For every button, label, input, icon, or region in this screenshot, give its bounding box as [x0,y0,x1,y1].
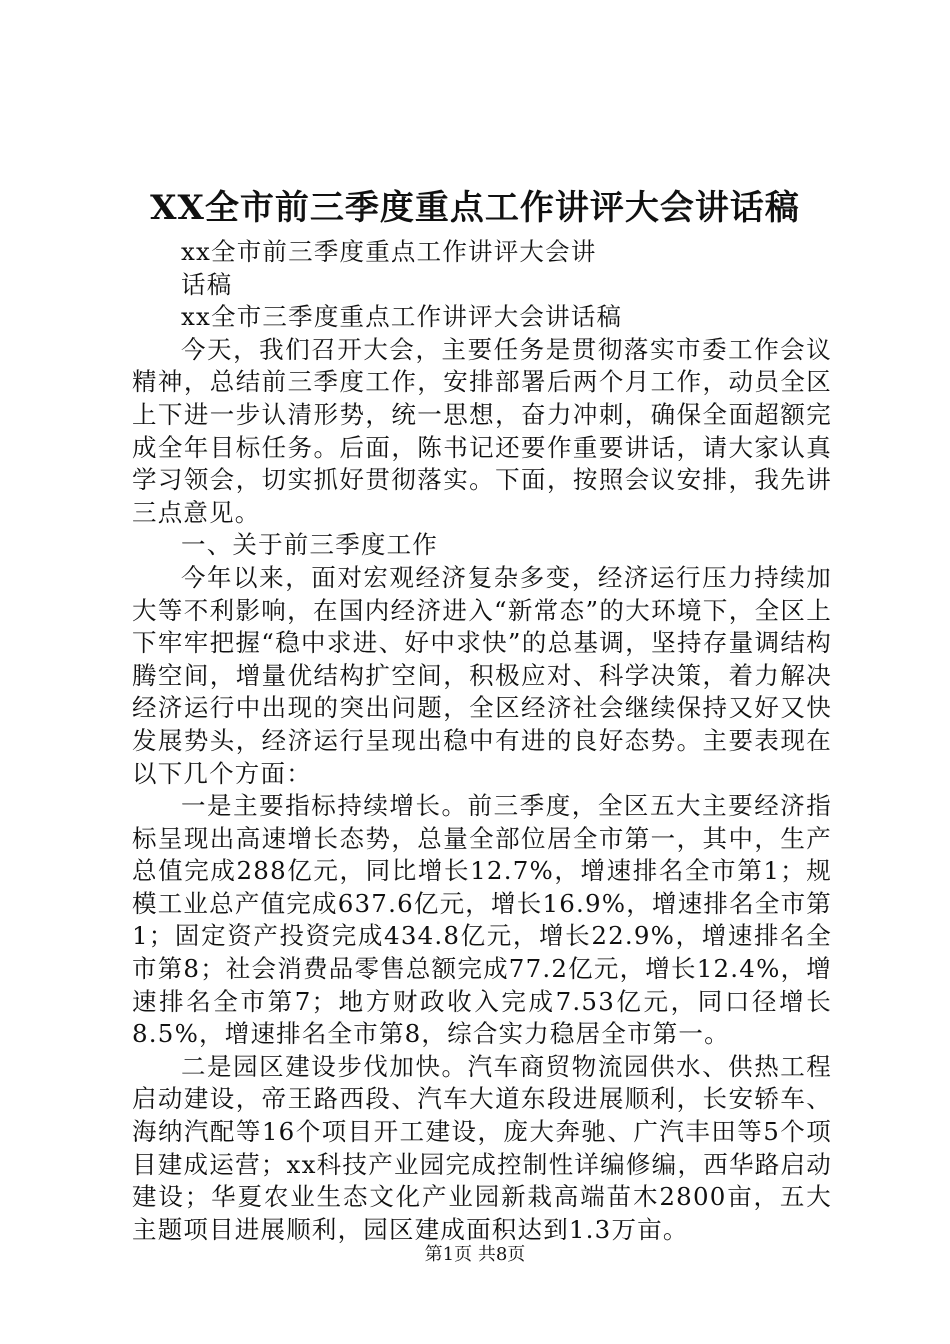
paragraph-parks: 二是园区建设步伐加快。汽车商贸物流园供水、供热工程启动建设，帝王路西段、汽车大道东段进展顺利，长安轿车、海纳汽配等16个项目开工建设，庞大奔驰、广汽丰田等5个项目建成运营；xx科技产业园完成控制性详编修编，西华路启动建设；华夏农业生态文化产业园新栽高端苗木2800亩，五大主题项目进展顺利，园区建成面积达到1.3万亩。 [132,1051,832,1244]
paragraph-opening: 今天，我们召开大会，主要任务是贯彻落实市委工作会议精神，总结前三季度工作，安排部署后两个月工作，动员全区上下进一步认清形势，统一思想，奋力冲刺，确保全面超额完成全年目标任务。后面，陈书记还要作重要讲话，请大家认真学习领会，切实抓好贯彻落实。下面，按照会议安排，我先讲三点意见。 [132,334,832,527]
document-subtitle: xx全市前三季度重点工作讲评大会讲话稿 [181,237,597,299]
document-title: XX全市前三季度重点工作讲评大会讲话稿 [150,188,800,228]
paragraph-heading-line: xx全市三季度重点工作讲评大会讲话稿 [181,302,623,332]
paragraph-overview: 今年以来，面对宏观经济复杂多变，经济运行压力持续加大等不利影响，在国内经济进入“新常态”的大环境下，全区上下牢牢把握“稳中求进、好中求快”的总基调，坚持存量调结构腾空间，增量优结构扩空间，积极应对、科学决策，着力解决经济运行中出现的突出问题，全区经济社会继续保持又好又快发展势头，经济运行呈现出稳中有进的良好态势。主要表现在以下几个方面： [132,562,832,788]
page-number-footer: 第1页 共8页 [424,1244,526,1265]
paragraph-indicators: 一是主要指标持续增长。前三季度，全区五大主要经济指标呈现出高速增长态势，总量全部位居全市第一，其中，生产总值完成288亿元，同比增长12.7%，增速排名全市第1；规模工业总产值完成637.6亿元，增长16.9%，增速排名全市第1；固定资产投资完成434.8亿元，增长22.9%，增速排名全市第8；社会消费品零售总额完成77.2亿元，增长12.4%，增速排名全市第7；地方财政收入完成7.53亿元，同口径增长8.5%，增速排名全市第8，综合实力稳居全市第一。 [132,791,832,1049]
document-body [132,236,832,1246]
section-heading-1: 一、关于前三季度工作 [181,530,438,560]
